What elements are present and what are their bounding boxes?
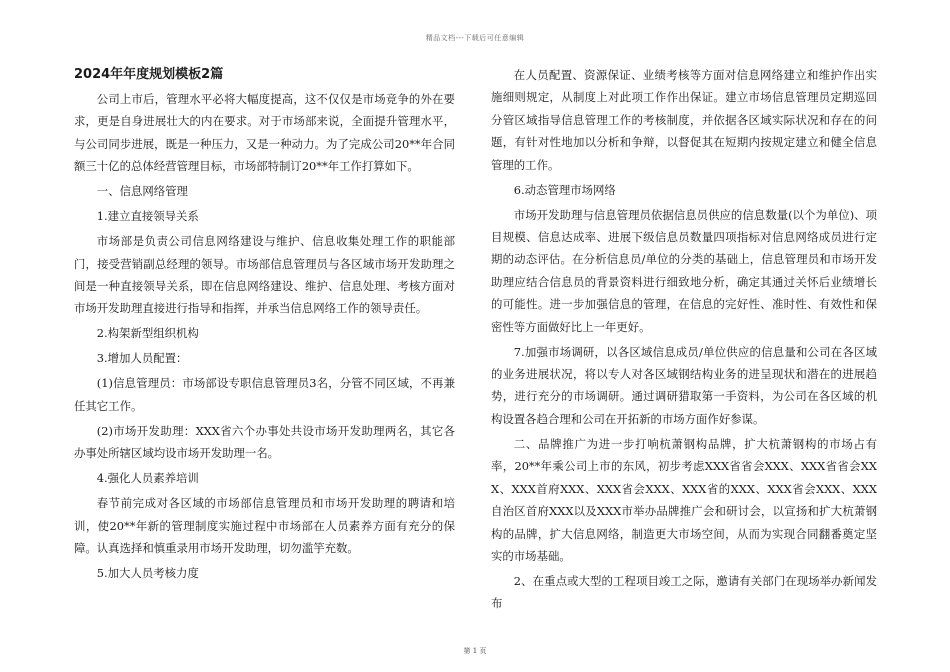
paragraph: 在人员配置、资源保证、业绩考核等方面对信息网络建立和维护作出实施细则规定，从制度上对此项工作作出保证。建立市场信息管理员定期巡回分管区域指导信息管理工作的考核制度，并依据各区域实际状况和存在的问题，有针对性地加以分析和争辩，以督促其在短期内按规定建立和健全信息管理的工作。: [491, 68, 877, 172]
paragraph: (2)市场开发助理：XXX省六个办事处共设市场开发助理两名，其它各办事处所辖区域均设市场开发助理一名。: [74, 423, 455, 461]
subsection-heading: 5.加大人员考核力度: [96, 566, 199, 581]
subsection-heading: 4.强化人员素养培训: [96, 471, 199, 486]
subsection-heading: 2.构架新型组织机构: [96, 326, 199, 341]
paragraph: 7.加强市场调研，以各区域信息成员/单位供应的信息量和公司在各区域的业务进展状况，将以专人对各区域钢结构业务的进呈现状和潜在的进展趋势，进行充分的市场调研。通过调研猎取第一手资料，为公司在各区域的机构设置各趋合理和公司在开拓新的市场方面作好参谋。: [491, 344, 877, 426]
section-heading: 一、信息网络管理: [96, 184, 188, 199]
document-title: 2024年年度规划模板2篇: [74, 67, 224, 82]
subsection-heading: 3.增加人员配置：: [96, 351, 188, 366]
page-number: 第 1 页: [463, 647, 487, 655]
paragraph: 春节前完成对各区域的市场部信息管理员和市场开发助理的聘请和培训，使20**年新的管理制度实施过程中市场部在人员素养方面有充分的保障。认真选择和慎重录用市场开发助理，切勿滥竽充数。: [74, 496, 455, 556]
page-header-note: 精品文档---下载后可任意编辑: [425, 34, 525, 42]
subsection-heading: 6.动态管理市场网络: [513, 182, 616, 197]
paragraph: 市场部是负责公司信息网络建设与维护、信息收集处理工作的职能部门，接受营销副总经理的领导。市场部信息管理员与各区域市场开发助理之间是一种直接领导关系，即在信息网络建设、维护、信息处理、考核方面对市场开发助理直接进行指导和指挥，并承当信息网络工作的领导责任。: [74, 234, 455, 316]
paragraph: (1)信息管理员：市场部设专职信息管理员3名，分管不同区域，不再兼任其它工作。: [74, 376, 455, 413]
paragraph: 公司上市后，管理水平必将大幅度提高，这不仅仅是市场竞争的外在要求，更是自身进展壮大的内在要求。对于市场部来说，全面提升管理水平，与公司同步进展，既是一种压力，又是一种动力。为了完成公司20**年合同额三十亿的总体经营管理目标，市场部特制订20**年工作打算如下。: [74, 92, 455, 174]
subsection-heading: 1.建立直接领导关系: [96, 209, 199, 224]
paragraph: 市场开发助理与信息管理员依据信息员供应的信息数量(以个为单位)、项目规模、信息达成率、进展下级信息员数量四项指标对信息网络成员进行定期的动态评估。在分析信息员/单位的分类的基础上，信息管理员和市场开发助理应结合信息员的背景资料进行细致地分析，确定其通过关怀后业绩增长的可能性。进一步加强信息的管理，在信息的完好性、准时性、有效性和保密性等方面做好比上一年更好。: [491, 207, 877, 334]
paragraph: 2、在重点或大型的工程项目竣工之际，邀请有关部门在现场举办新闻发布: [491, 573, 877, 611]
paragraph: 二、品牌推广为进一步打响杭萧钢构品牌，扩大杭萧钢构的市场占有率，20**年乘公司上市的东风，初步考虑XXX省省会XXX、XXX省省会XXX、XXX首府XXX、XXX省会XXX、XXX省的XXX、XXX省会XXX、XXX自治区首府XXX以及XXX市举办品牌推广会和研讨会，以宣扬和扩大杭萧钢构的品牌，扩大信息网络，制造更大市场空间，从而为实现合同翻番奠定坚实的市场基础。: [491, 436, 877, 563]
left-column: [74, 64, 455, 587]
right-column: [491, 64, 877, 617]
